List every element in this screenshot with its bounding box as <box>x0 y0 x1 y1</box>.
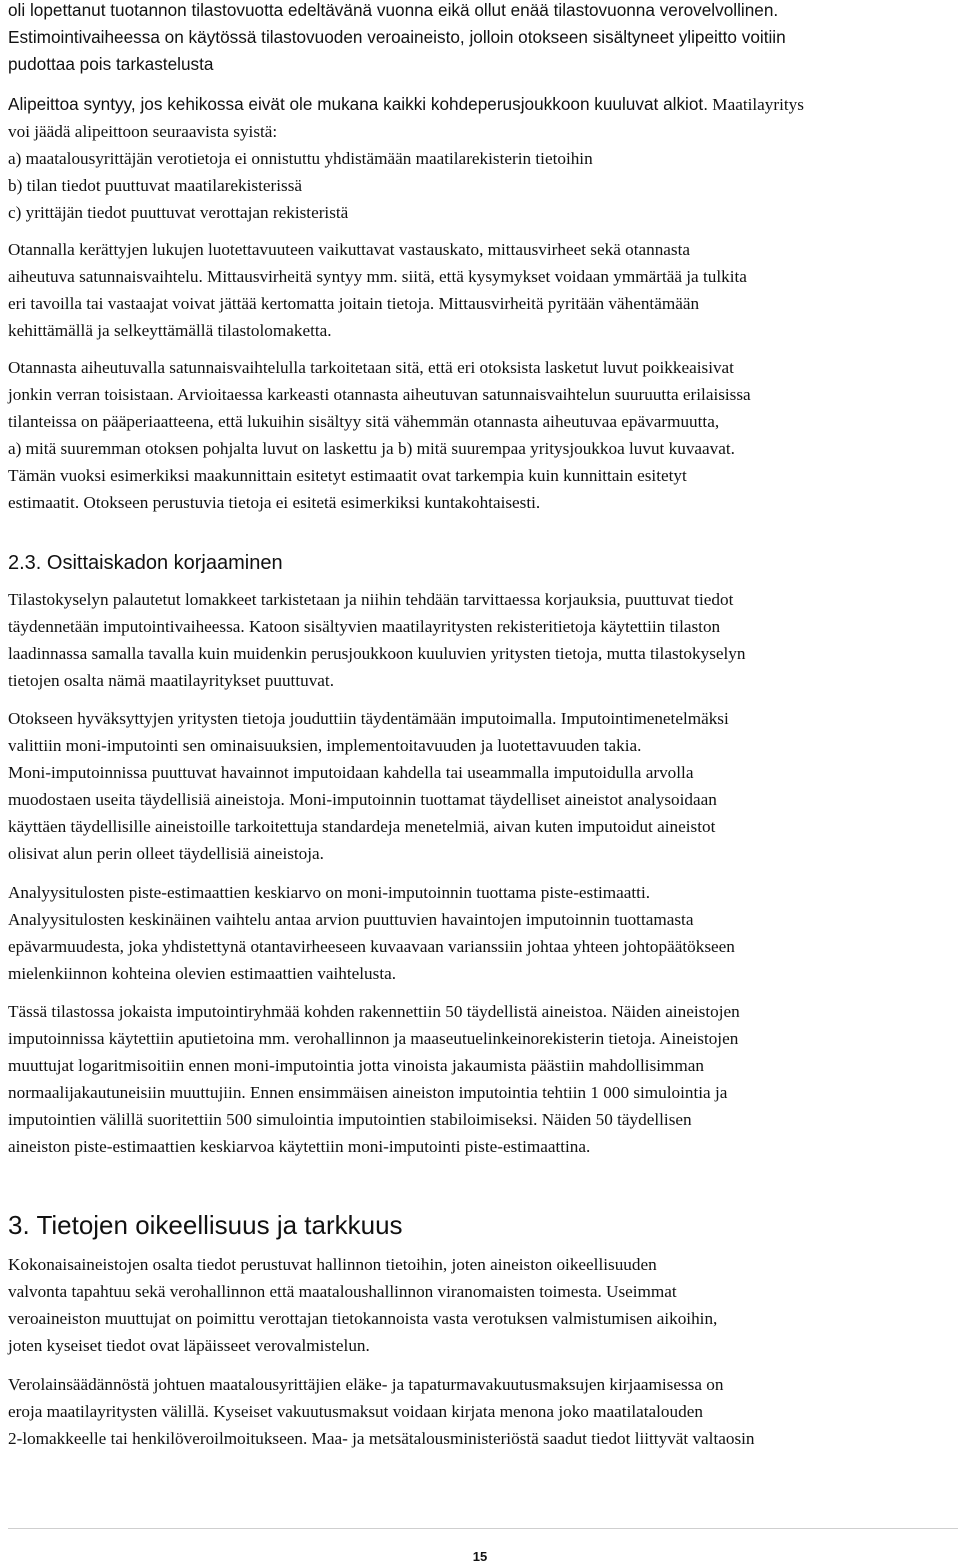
text-line: oli lopettanut tuotannon tilastovuotta edeltävänä vuonna eikä ollut enää tilastovuonna verovelvollinen. <box>8 0 779 20</box>
list-item: c) yrittäjän tiedot puuttuvat verottajan rekisteristä <box>8 202 349 222</box>
text-line: voi jäädä alipeittoon seuraavista syistä: <box>8 121 278 141</box>
text-line: Verolainsäädännöstä johtuen maatalousyrittäjien eläke- ja tapaturmavakuutusmaksujen kirjaamisessa on <box>8 1375 724 1394</box>
text-line: muuttujat logaritmisoitiin ennen moni-imputointia jotta vinoista jakaumista päästiin mahdollisimman <box>8 1055 705 1075</box>
text-line: Tässä tilastossa jokaista imputointiryhmää kohden rakennettiin 50 täydellistä aineistoa. Näiden aineistojen <box>8 1002 740 1021</box>
text-line: Analyysitulosten keskinäinen vaihtelu antaa arvion puuttuvien havaintojen imputoinnin tuottamasta <box>8 909 694 929</box>
text-line: imputointien välillä suoritettiin 500 simulointia imputointien stabiloimiseksi. Näiden 50 täydellisen <box>8 1109 692 1129</box>
text-line: Kokonaisaineistojen osalta tiedot perustuvat hallinnon tietoihin, joten aineiston oikeellisuuden <box>8 1255 657 1274</box>
section-3-paragraph-2 <box>8 1372 755 1453</box>
list-item: a) maatalousyrittäjän verotietoja ei onnistuttu yhdistämään maatilarekisterin tietoihin <box>8 148 593 168</box>
text-line: valvonta tapahtuu sekä verohallinnon että maataloushallinnon viranomaisten toimesta. Useimmat <box>8 1281 677 1301</box>
text-line: estimaatit. Otokseen perustuvia tietoja ei esitetä esimerkiksi kuntakohtaisesti. <box>8 492 541 512</box>
text-line: tietojen osalta nämä maatilayritykset puuttuvat. <box>8 670 334 690</box>
text-line: Tilastokyselyn palautetut lomakkeet tarkistetaan ja niihin tehdään tarvittaessa korjauksia, puuttuvat tiedot <box>8 590 734 609</box>
text-line: a) mitä suuremman otoksen pohjalta luvut on laskettu ja b) mitä suurempaa yritysjoukkoa luvut kuvaavat. <box>8 438 735 458</box>
section-2-3-paragraph-4 <box>8 999 740 1160</box>
text-line: jonkin verran toisistaan. Arvioitaessa karkeasti otannasta aiheutuvan satunnaisvaihtelun suuruutta erilaisissa <box>8 384 751 404</box>
text-line: veroaineiston muuttujat on poimittu verottajan tietokannoista vasta verotuksen valmistumisen aikoihin, <box>8 1308 718 1328</box>
text-line: Otannalla kerättyjen lukujen luotettavuuteen vaikuttavat vastauskato, mittausvirheet sekä otannasta <box>8 240 691 259</box>
text-line: käyttäen täydellisille aineistoille tarkoitettuja standardeja menetelmiä, aivan kuten imputoidut aineistot <box>8 816 716 836</box>
text-line: laadinnassa samalla tavalla kuin muidenkin perusjoukkoon kuuluvien yritysten tietoja, mutta tilastokyselyn <box>8 643 746 663</box>
text-line: imputoinnissa käytettiin aputietoina mm. verohallinnon ja maaseutuelinkeinorekisterin tietoja. Aineistojen <box>8 1028 739 1048</box>
text-fragment: Alipeittoa syntyy, jos kehikossa eivät ole mukana kaikki kohdeperusjoukkoon kuuluvat alkiot. <box>8 94 708 114</box>
text-line: mielenkiinnon kohteina olevien estimaattien vaihtelusta. <box>8 963 397 983</box>
section-heading: 3. Tietojen oikeellisuus ja tarkkuus <box>8 1210 403 1240</box>
text-line: joten kyseiset tiedot ovat läpäisseet verovalmistelun. <box>8 1335 370 1355</box>
footer-divider <box>8 1528 958 1529</box>
section-2-3-paragraph-2 <box>8 706 729 867</box>
undercoverage-paragraph <box>8 91 804 227</box>
text-line: kehittämällä ja selkeyttämällä tilastolomaketta. <box>8 320 332 340</box>
text-line <box>8 91 804 119</box>
text-line: Tämän vuoksi esimerkiksi maakunnittain esitetyt estimaatit ovat tarkempia kuin kunnittain esitetyt <box>8 465 687 485</box>
section-3-paragraph-1 <box>8 1252 717 1360</box>
list-item: b) tilan tiedot puuttuvat maatilarekisterissä <box>8 175 303 195</box>
intro-paragraph <box>8 0 786 78</box>
section-2-3-paragraph-3 <box>8 880 735 988</box>
text-line: aiheutuva satunnaisvaihtelu. Mittausvirheitä syntyy mm. siitä, että kysymykset voidaan ymmärtää ja tulkita <box>8 266 747 286</box>
text-line: epävarmuudesta, joka yhdistettynä otantavirheeseen kuvaavaan varianssiin johtaa yhteen johtopäätökseen <box>8 936 735 956</box>
page-number: 15 <box>472 1549 488 1564</box>
text-line: Analyysitulosten piste-estimaattien keskiarvo on moni-imputoinnin tuottama piste-estimaatti. <box>8 883 651 902</box>
text-line: 2-lomakkeelle tai henkilöveroilmoitukseen. Maa- ja metsätalousministeriöstä saadut tiedot liittyvät valtaosin <box>8 1428 755 1448</box>
section-heading: 2.3. Osittaiskadon korjaaminen <box>8 552 283 574</box>
text-line: muodostaen useita täydellisiä aineistoja. Moni-imputoinnin tuottamat täydelliset aineistot analysoidaan <box>8 789 717 809</box>
sampling-variation-paragraph <box>8 355 751 516</box>
text-line: aineiston piste-estimaattien keskiarvoa käytettiin moni-imputointi piste-estimaattina. <box>8 1136 591 1156</box>
text-line: eri tavoilla tai vastaajat voivat jättää kertomatta joitain tietoja. Mittausvirheitä pyritään vähentämään <box>8 293 700 313</box>
text-line: täydennetään imputointivaiheessa. Katoon sisältyvien maatilayritysten rekisteritietoja käytettiin tilaston <box>8 616 721 636</box>
text-line: eroja maatilayritysten välillä. Kyseiset vakuutusmaksut voidaan kirjata menona joko maatilatalouden <box>8 1401 703 1421</box>
text-line: Estimointivaiheessa on käytössä tilastovuoden veroaineisto, jolloin otokseen sisältyneet ylipeitto voitiin <box>8 26 786 47</box>
text-line: Otannasta aiheutuvalla satunnaisvaihtelulla tarkoitetaan sitä, että eri otoksista lasketut luvut poikkeaisivat <box>8 358 734 377</box>
text-line: Moni-imputoinnissa puuttuvat havainnot imputoidaan kahdella tai useammalla imputoidulla arvolla <box>8 762 694 782</box>
text-fragment: Maatilayritys <box>707 95 804 114</box>
text-line: normaalijakautuneisiin muuttujiin. Ennen ensimmäisen aineiston imputointia tehtiin 1 000 simulointia ja <box>8 1082 728 1102</box>
section-2-3-paragraph-1 <box>8 587 746 695</box>
text-line: tilanteissa on pääperiaatteena, että lukuihin sisältyy sitä vähemmän otannasta aiheutuvaa epävarmuutta, <box>8 411 720 431</box>
text-line: valittiin moni-imputointi sen ominaisuuksien, implementoitavuuden ja luotettavuuden takia. <box>8 735 642 755</box>
text-line: Otokseen hyväksyttyjen yritysten tietoja jouduttiin täydentämään imputoimalla. Imputointimenetelmäksi <box>8 709 729 728</box>
text-line: olisivat alun perin olleet täydellisiä aineistoja. <box>8 843 324 863</box>
reliability-paragraph <box>8 237 747 345</box>
text-line: pudottaa pois tarkastelusta <box>8 53 214 74</box>
